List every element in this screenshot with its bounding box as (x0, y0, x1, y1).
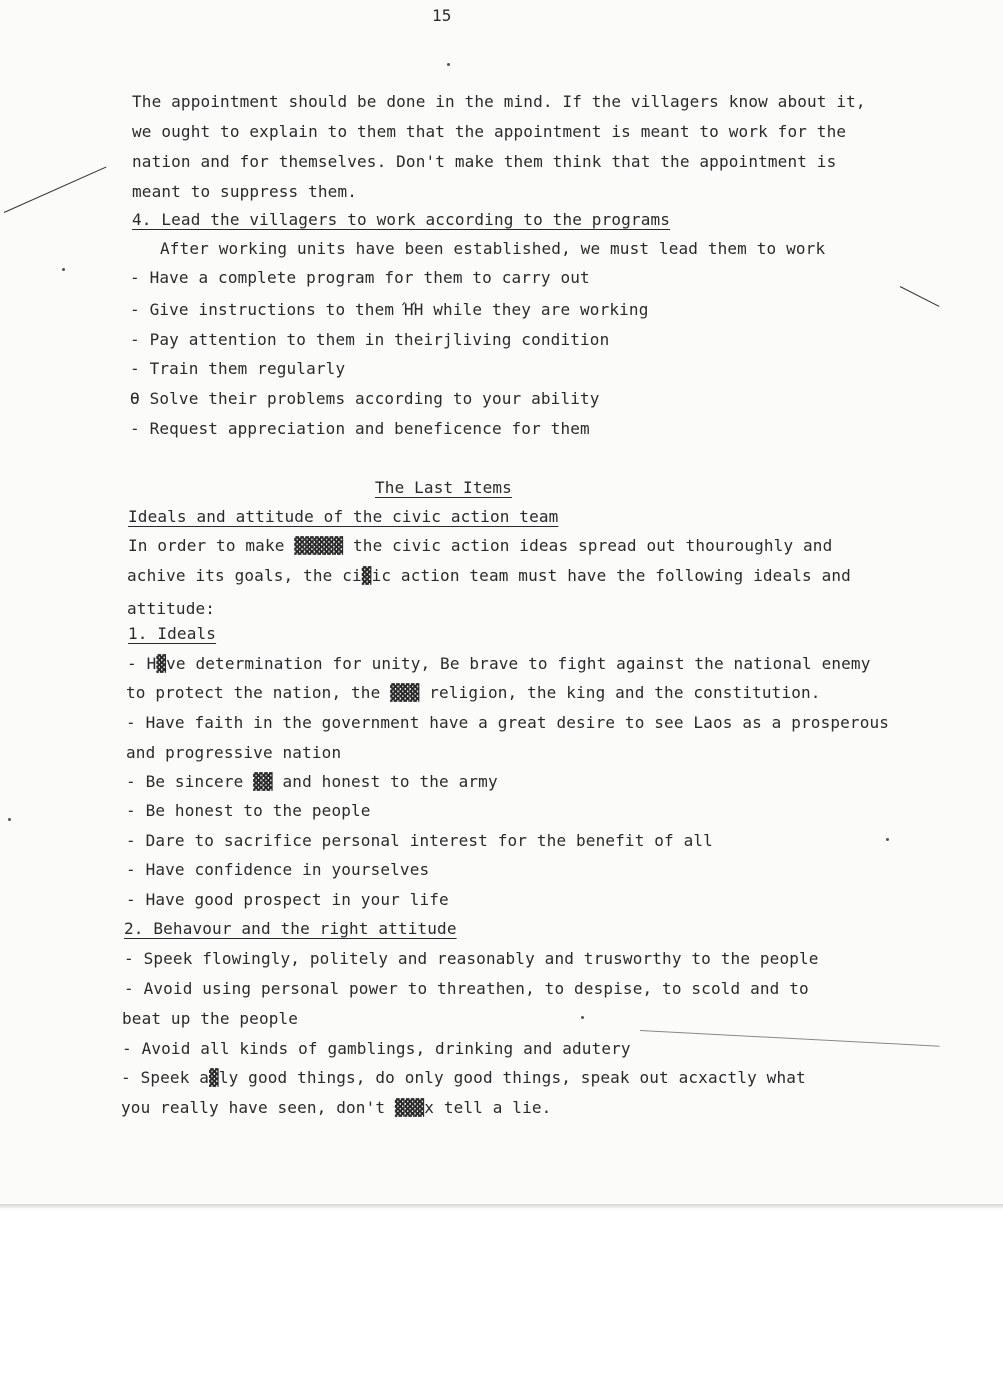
speck (886, 838, 889, 841)
speck (447, 63, 450, 66)
section-title: The Last Items (375, 478, 512, 497)
text-line: - Have faith in the government have a great desire to see Laos as a prosperous (126, 713, 890, 732)
pen-stroke-left (4, 166, 107, 212)
text-line: - H▓ve determination for unity, Be brave to fight against the national enemy (127, 654, 871, 673)
page-bottom-edge (0, 1204, 1003, 1208)
list-item: - Give instructions to them ΉΉ while they are working (130, 300, 649, 319)
text-line: we ought to explain to them that the appointment is meant to work for the (132, 122, 847, 141)
list-item: - Be honest to the people (126, 801, 371, 820)
list-item: - Have confidence in yourselves (126, 860, 430, 879)
list-item: - Avoid using personal power to threathen, to despise, to scold and to (124, 979, 809, 998)
speck (62, 268, 65, 271)
pen-stroke-right (900, 286, 940, 307)
text-line: beat up the people (122, 1009, 299, 1028)
list-item: - Dare to sacrifice personal interest for the benefit of all (126, 831, 713, 850)
text-line: attitude: (127, 599, 216, 618)
list-item: - Avoid all kinds of gamblings, drinking and adutery (122, 1039, 631, 1058)
subsection-heading (124, 919, 457, 938)
text-line: to protect the nation, the ▓▓▓ religion, the king and the constitution. (126, 683, 821, 702)
text-line: The appointment should be done in the mind. If the villagers know about it, (132, 92, 866, 111)
text-line: and progressive nation (126, 743, 342, 762)
pen-stroke-bottom (640, 1030, 940, 1047)
page-number: 15 (432, 6, 452, 25)
speck (581, 1016, 584, 1019)
list-item: - Have good prospect in your life (126, 890, 449, 909)
list-item: - Speek flowingly, politely and reasonably and trusworthy to the people (124, 949, 819, 968)
list-item: - Train them regularly (130, 359, 346, 378)
list-item: - Be sincere ▓▓ and honest to the army (126, 772, 498, 791)
text-line: meant to suppress them. (132, 182, 358, 201)
text-line: In order to make ▓▓▓▓▓ the civic action ideas spread out thouroughly and (128, 536, 833, 555)
text-line: After working units have been established, we must lead them to work (160, 239, 826, 258)
list-item: - Have a complete program for them to carry out (130, 268, 590, 287)
subsection-heading: 1. Ideals (128, 624, 217, 643)
subsection-heading-text: 2. Behavour and the right attitude (124, 919, 457, 938)
text-line: nation and for themselves. Don't make them think that the appointment is (132, 152, 837, 171)
list-item: - Request appreciation and beneficence for them (130, 419, 590, 438)
text-line: you really have seen, don't ▓▓▓x tell a lie. (121, 1098, 552, 1117)
section-heading: Ideals and attitude of the civic action team (128, 507, 559, 526)
text-line: achive its goals, the ci▓ic action team must have the following ideals and (127, 566, 851, 585)
list-item: - Pay attention to them in theirjliving condition (130, 330, 610, 349)
list-item: - Speek a▓ly good things, do only good things, speak out acxactly what (121, 1068, 806, 1087)
speck (8, 818, 11, 821)
section-heading: 4. Lead the villagers to work according to the programs (132, 210, 671, 229)
list-item: ϴ Solve their problems according to your ability (130, 389, 600, 408)
